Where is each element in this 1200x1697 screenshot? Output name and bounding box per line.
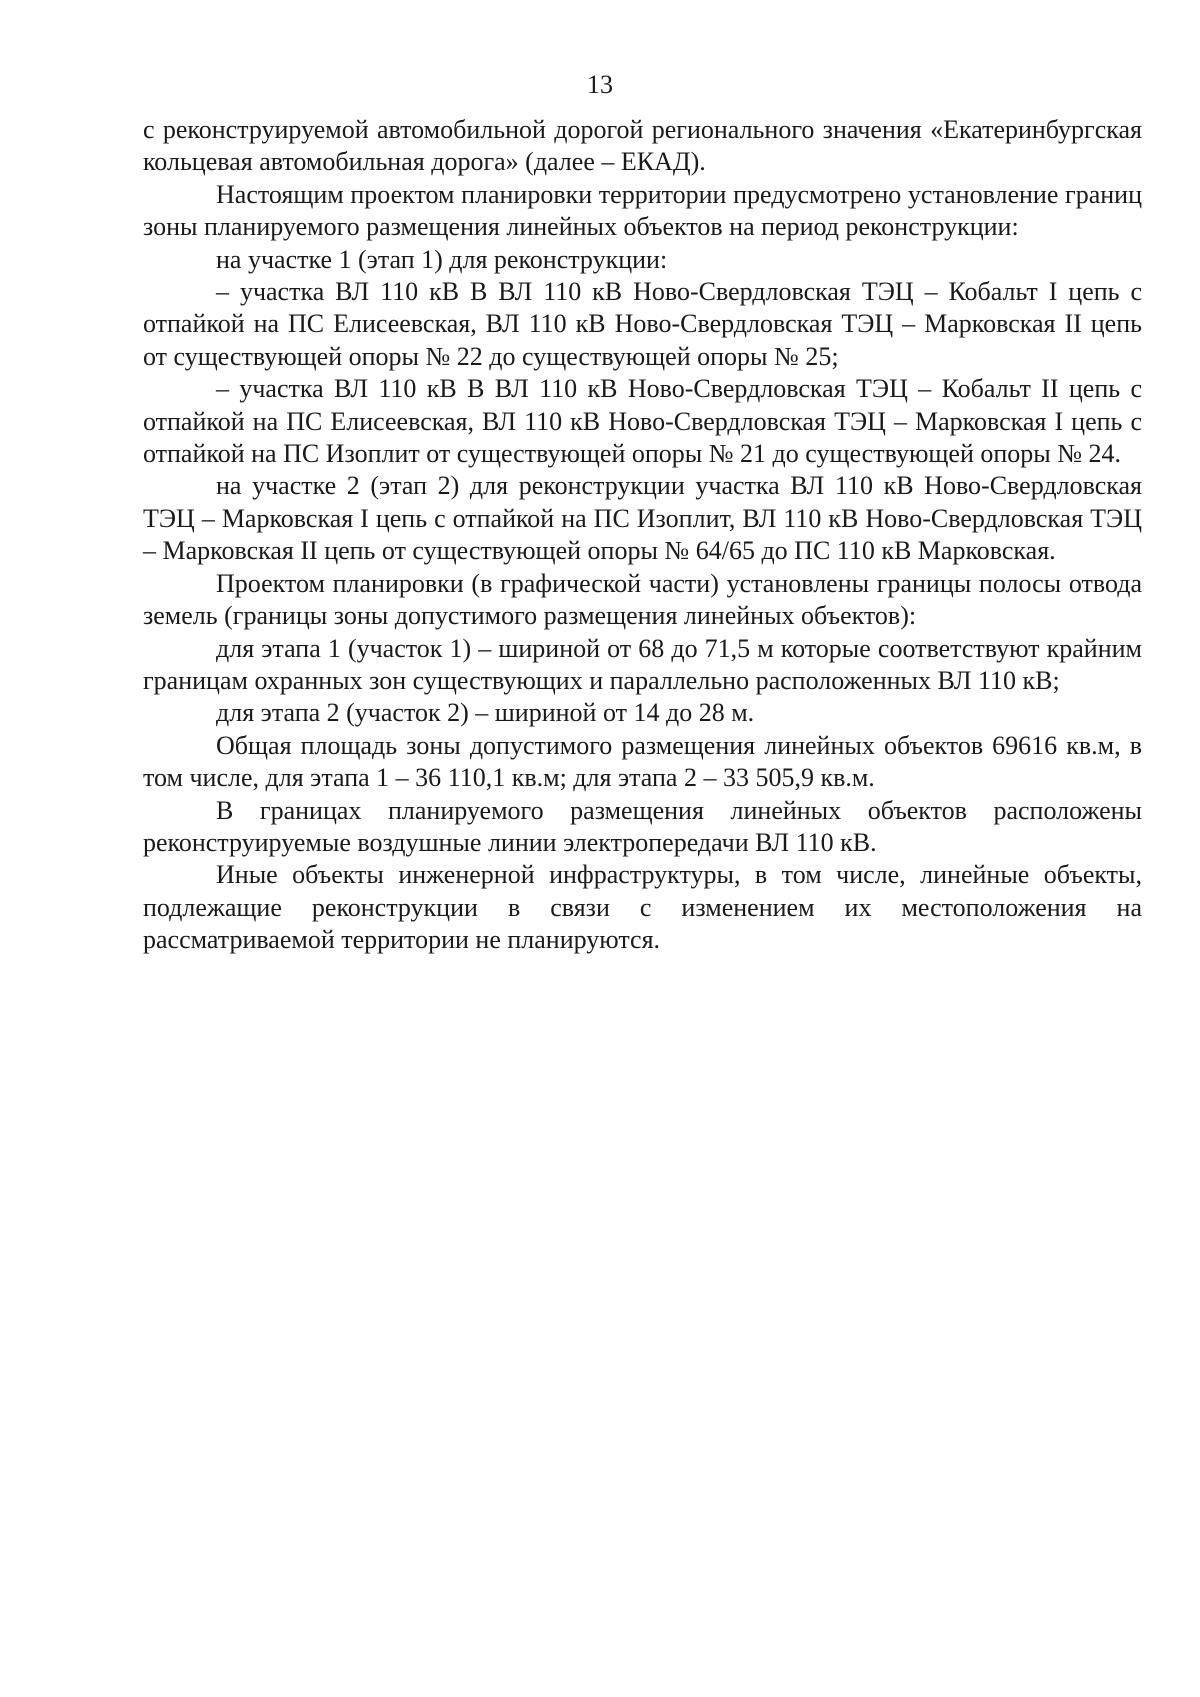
- list-item-section-1-line-b: – участка ВЛ 110 кВ В ВЛ 110 кВ Ново-Свердловская ТЭЦ – Кобальт II цепь с отпайкой на ПС Елисеевская, ВЛ 110 кВ Ново-Свердловская ТЭЦ – Марковская I цепь с отпайкой на ПС Изоплит от существующей опоры № 21 до существующей опоры № 24.: [143, 374, 1142, 469]
- paragraph-stage-2-width: для этапа 2 (участок 2) – шириной от 14 до 28 м.: [216, 698, 755, 728]
- paragraph-continuation: с реконструируемой автомобильной дорогой регионального значения «Екатеринбургская кольцевая автомобильная дорога» (далее – ЕКАД).: [143, 115, 1142, 177]
- page-number: 13: [587, 70, 613, 99]
- paragraph-section-2: на участке 2 (этап 2) для реконструкции участка ВЛ 110 кВ Ново-Свердловская ТЭЦ – Марковская I цепь с отпайкой на ПС Изоплит, ВЛ 110 кВ Ново-Свердловская ТЭЦ – Марковская II цепь от существующей опоры № 64/65 до ПС 110 кВ Марковская.: [143, 471, 1142, 566]
- paragraph-section-1-heading: на участке 1 (этап 1) для реконструкции:: [216, 244, 668, 274]
- paragraph-stage-1-width: для этапа 1 (участок 1) – шириной от 68 до 71,5 м которые соответствуют крайним границам охранных зон существующих и параллельно расположенных ВЛ 110 кВ;: [143, 633, 1142, 695]
- list-item-section-1-line-a: – участка ВЛ 110 кВ В ВЛ 110 кВ Ново-Свердловская ТЭЦ – Кобальт I цепь с отпайкой на ПС Елисеевская, ВЛ 110 кВ Ново-Свердловская ТЭЦ – Марковская II цепь от существующей опоры № 22 до существующей опоры № 25;: [143, 277, 1142, 371]
- paragraph-other-objects: Иные объекты инженерной инфраструктуры, в том числе, линейные объекты, подлежащие реконструкции в связи с изменением их местоположения на рассматриваемой территории не планируются.: [143, 860, 1142, 955]
- paragraph-boundaries-intro: Настоящим проектом планировки территории предусмотрено установление границ зоны планируемого размещения линейных объектов на период реконструкции:: [143, 179, 1142, 242]
- paragraph-total-area: Общая площадь зоны допустимого размещения линейных объектов 69616 кв.м, в том числе, для этапа 1 – 36 110,1 кв.м; для этапа 2 – 33 505,9 кв.м.: [143, 730, 1142, 793]
- paragraph-power-lines: В границах планируемого размещения линейных объектов расположены реконструируемые воздушные линии электропередачи ВЛ 110 кВ.: [143, 795, 1142, 857]
- paragraph-right-of-way: Проектом планировки (в графической части) установлены границы полосы отвода земель (границы зоны допустимого размещения линейных объектов):: [143, 568, 1142, 631]
- body-text: [143, 114, 1142, 957]
